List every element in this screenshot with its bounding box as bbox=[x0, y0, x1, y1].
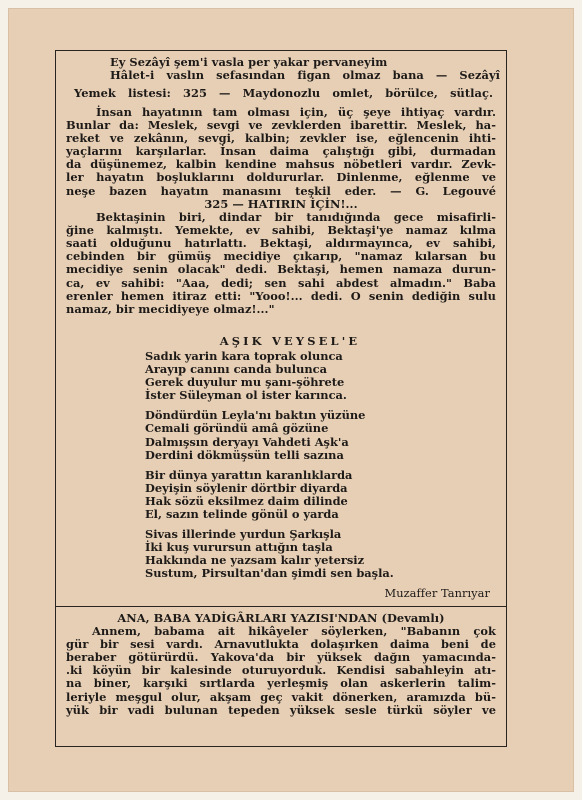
story-line: mecidiye senin olacak" dedi. Bektaşi, hemen namaza durun- bbox=[66, 262, 496, 277]
verse: Derdini dökmüşsün telli sazına bbox=[145, 447, 344, 462]
verse: Dalmışsın deryayı Vahdeti Aşk'a bbox=[145, 434, 349, 449]
verse: Sivas illerinde yurdun Şarkışla bbox=[145, 527, 342, 542]
verse: Arayıp canını canda bulunca bbox=[145, 362, 327, 377]
stanza bbox=[145, 528, 445, 580]
story-line: ca, ev sahibi: "Aaa, dedi; sen sahi abdest almadın." Baba bbox=[66, 275, 496, 290]
verse: İster Süleyman ol ister karınca. bbox=[145, 388, 347, 403]
memoir-line: leriyle meşgul olur, akşam geç vakit dönerken, aramızda bü- bbox=[66, 689, 496, 704]
story-line: Bektaşinin biri, dindar bir tanıdığında gece misafirli- bbox=[96, 210, 496, 225]
verse: El, sazın telinde gönül o yarda bbox=[145, 507, 339, 522]
stanza bbox=[145, 409, 445, 461]
story bbox=[66, 198, 496, 316]
memoir-line: na biner, karşıki sırtlarda yerleşmiş olan askerlerin talim- bbox=[66, 676, 496, 691]
couplet-line: Ey Sezâyî şem'i vasla per yakar pervaneyim bbox=[110, 55, 388, 69]
memoir-line: beraber götürürdü. Yakova'da bir yüksek dağın yamacında- bbox=[66, 650, 496, 665]
menu-line: Yemek listesi: 325 — Maydonozlu omlet, börülce, sütlaç. bbox=[74, 86, 493, 100]
verse: Gerek duyulur mu şanı-şöhrete bbox=[145, 375, 345, 390]
story-heading: 325 — HATIRIN İÇİN!... bbox=[204, 197, 358, 211]
story-line: saati olduğunu hatırlattı. Bektaşi, aldırmayınca, ev sahibi, bbox=[66, 236, 496, 251]
memoir-line: Annem, babama ait hikâyeler söylerken, "Babanın çok bbox=[92, 624, 496, 639]
paragraph-line: ler hayatın boşluklarını doldururlar. Dinlenme, eğlenme ve bbox=[66, 170, 496, 185]
memoir-line: gür bir sesi vardı. Arnavutlukta dolaşırken daima beni de bbox=[66, 637, 496, 652]
section-divider bbox=[55, 606, 507, 607]
paragraph-line: İnsan hayatının tam olması için, üç şeye ihtiyaç vardır. bbox=[96, 105, 496, 119]
verse: Bir dünya yarattın karanlıklarda bbox=[145, 467, 353, 482]
couplet-line: Hâlet-i vaslın sefasından figan olmaz bana — Sezâyî bbox=[110, 68, 500, 83]
story-line: ğine kalmıştı. Yemekte, ev sahibi, Bektaşi'ye namaz kılma bbox=[66, 223, 496, 238]
verse: İki kuş vurursun attığın taşla bbox=[145, 540, 333, 555]
verse: Hakkında ne yazsam kalır yetersiz bbox=[145, 553, 365, 568]
memoir-line: .ki köyün bir kalesinde oturuyorduk. Kendisi sabahleyin atı- bbox=[66, 663, 496, 678]
stanza bbox=[145, 350, 445, 402]
couplet bbox=[110, 56, 500, 82]
poem bbox=[145, 350, 445, 581]
paragraph-line: Bunlar da: Meslek, sevgi ve zevklerden ibarettir. Meslek, ha- bbox=[66, 118, 496, 133]
paragraph-line: da düşünemez, kalbin kendine mahsus nöbetleri vardır. Zevk- bbox=[66, 157, 496, 172]
paragraph-line: yaçlarını karşılarlar. İnsan daima çalıştığı gibi, durmadan bbox=[66, 144, 496, 159]
story-line: erenler hemen itiraz etti: "Yooo!... dedi. O senin dediğin sulu bbox=[66, 288, 496, 303]
life-paragraph bbox=[66, 106, 496, 198]
verse: Hak sözü eksilmez daim dilinde bbox=[145, 493, 348, 508]
verse: Sadık yarin kara toprak olunca bbox=[145, 349, 343, 363]
paragraph-line: neşe bazen hayatın manasını teşkil eder. — G. Legouvé bbox=[66, 183, 496, 198]
verse: Deyişin söylenir dörtbir diyarda bbox=[145, 480, 348, 495]
verse: Sustum, Pirsultan'dan şimdi sen başla. bbox=[145, 566, 394, 581]
poem-author: Muzaffer Tanrıyar bbox=[384, 586, 490, 600]
story-line: cebinden bir gümüş mecidiye çıkarıp, "namaz kılarsan bu bbox=[66, 249, 496, 264]
stanza bbox=[145, 469, 445, 521]
memoir bbox=[66, 612, 496, 717]
verse: Cemali göründü amâ gözüne bbox=[145, 421, 329, 436]
story-line: namaz, bir mecidiyeye olmaz!..." bbox=[66, 301, 275, 316]
poem-title: AŞIK VEYSEL'E bbox=[219, 334, 361, 348]
memoir-line: yük bir vadi bulunan tepeden yüksek sesle türkü söyler ve bbox=[66, 702, 496, 717]
verse: Döndürdün Leyla'nı baktın yüzüne bbox=[145, 408, 366, 423]
memoir-heading: ANA, BABA YADİGÂRLARI YAZISI'NDAN (Devamlı) bbox=[117, 611, 445, 625]
paragraph-line: reket ve zekânın, sevgi, kalbin; zevkler ise, eğlencenin ihti- bbox=[66, 131, 496, 146]
